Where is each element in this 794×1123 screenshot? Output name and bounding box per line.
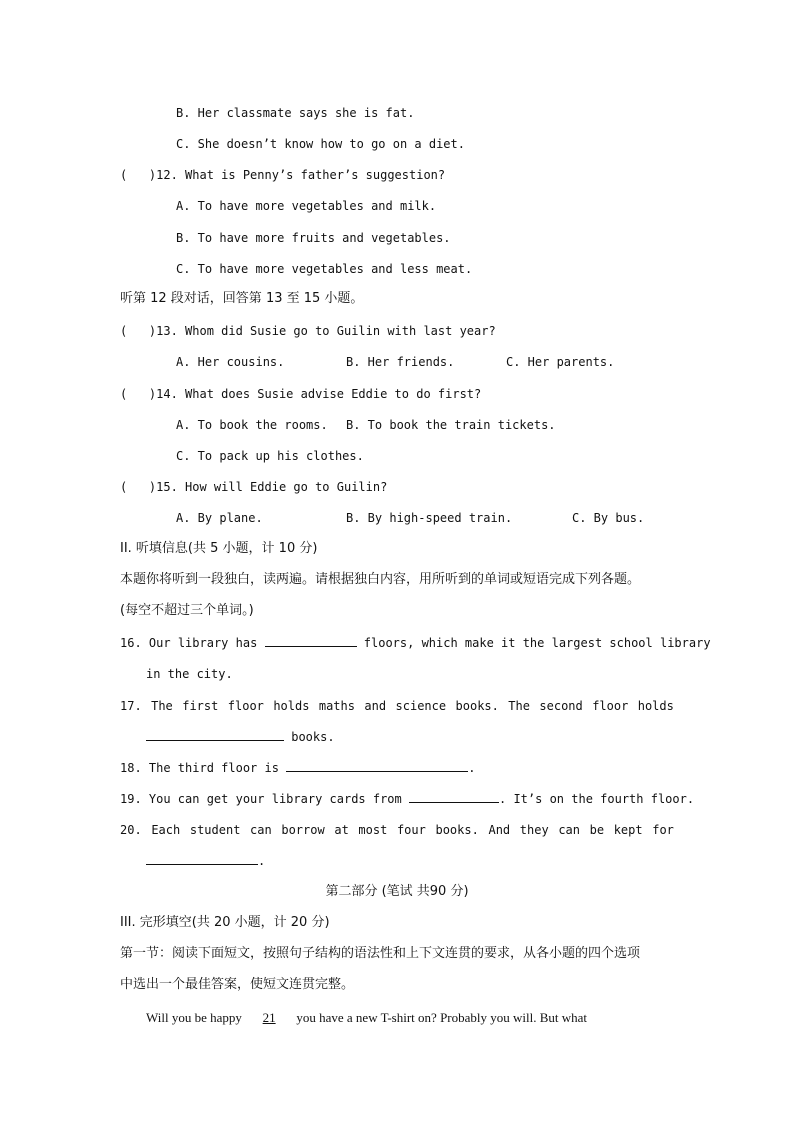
question-16-pre: Our library has xyxy=(148,636,258,650)
q12-option-b: B. To have more fruits and vegetables. xyxy=(176,231,451,245)
question-12 xyxy=(120,167,445,183)
q17-word: science xyxy=(395,699,447,713)
question-15 xyxy=(120,479,387,495)
q20-word: at xyxy=(334,823,349,837)
q17-word: floor xyxy=(227,699,264,713)
q17-word: holds xyxy=(637,699,674,713)
question-14-stem: What does Susie advise Eddie to do first? xyxy=(185,387,482,401)
q17-word: and xyxy=(364,699,387,713)
question-15-bracket: ( )15. xyxy=(120,480,178,494)
question-13-bracket: ( )13. xyxy=(120,324,178,338)
q20-word: can xyxy=(250,823,272,837)
q15-option-a: A. By plane. xyxy=(176,511,263,525)
q17-word: books. xyxy=(455,699,499,713)
question-18-text: 18. The third floor is xyxy=(120,761,279,775)
part-2-instruction: 本题你将听到一段独白，读两遍。请根据独白内容，用所听到的单词或短语完成下列各题。 xyxy=(120,572,641,587)
question-19-post: . It’s on the fourth floor. xyxy=(499,792,695,806)
question-13-stem: Whom did Susie go to Guilin with last year? xyxy=(185,324,496,338)
question-12-bracket: ( )12. xyxy=(120,168,178,182)
q17-word: maths xyxy=(318,699,355,713)
question-16 xyxy=(120,635,711,651)
passage-post: you have a new T-shirt on? Probably you will. But what xyxy=(296,1010,588,1025)
q13-option-c: C. Her parents. xyxy=(506,355,615,369)
written-part-heading: 第二部分 (笔试 共90 分) xyxy=(325,884,469,899)
question-19-pre: 19. You can get your library cards from xyxy=(120,792,402,806)
question-13 xyxy=(120,323,496,339)
q20-word: four xyxy=(396,823,426,837)
q20-word: kept xyxy=(613,823,643,837)
q11-option-b: B. Her classmate says she is fat. xyxy=(176,106,415,120)
q20-word: And xyxy=(488,823,511,837)
question-14 xyxy=(120,386,481,402)
question-16-continued: in the city. xyxy=(146,667,233,681)
question-16-post: floors, which make it the largest school library xyxy=(363,636,711,650)
passage-pre: Will you be happy xyxy=(146,1010,242,1025)
question-17 xyxy=(120,698,674,714)
q11-option-c: C. She doesn’t know how to go on a diet. xyxy=(176,137,465,151)
q12-option-a: A. To have more vegetables and milk. xyxy=(176,199,437,213)
q15-option-c: C. By bus. xyxy=(572,511,645,525)
question-18-post: . xyxy=(468,761,476,775)
q20-word: they xyxy=(519,823,549,837)
answer-blank-16[interactable] xyxy=(265,635,357,647)
question-18 xyxy=(120,760,475,776)
q17-word: The xyxy=(508,699,530,713)
dialogue-12-instruction: 听第 12 段对话，回答第 13 至 15 小题。 xyxy=(120,291,364,306)
passage-blank-21[interactable]: 21 xyxy=(262,1010,276,1025)
part-2-instruction-note: (每空不超过三个单词。) xyxy=(120,603,254,618)
q20-word: books. xyxy=(435,823,479,837)
q17-word: holds xyxy=(273,699,310,713)
q17-word: first xyxy=(182,699,219,713)
question-20 xyxy=(120,822,674,838)
part-3-instruction-cont: 中选出一个最佳答案，使短文连贯完整。 xyxy=(120,977,355,992)
answer-blank-20[interactable] xyxy=(146,853,258,865)
q20-word: most xyxy=(358,823,388,837)
part-2-heading: II. 听填信息(共 5 小题，计 10 分) xyxy=(120,541,318,556)
question-14-bracket: ( )14. xyxy=(120,387,178,401)
q20-word: Each xyxy=(151,823,181,837)
q20-word: be xyxy=(589,823,605,837)
q17-word: The xyxy=(151,699,173,713)
q14-option-a: A. To book the rooms. xyxy=(176,418,328,432)
q17-word: second xyxy=(539,699,583,713)
question-12-stem: What is Penny’s father’s suggestion? xyxy=(185,168,446,182)
q15-option-b: B. By high-speed train. xyxy=(346,511,513,525)
q20-word: can xyxy=(558,823,580,837)
answer-blank-19[interactable] xyxy=(409,791,499,803)
q14-option-b: B. To book the train tickets. xyxy=(346,418,556,432)
question-17-continued xyxy=(146,729,335,745)
passage-line xyxy=(146,1010,587,1026)
q14-option-c: C. To pack up his clothes. xyxy=(176,449,364,463)
question-16-number: 16. xyxy=(120,636,142,650)
part-3-heading: III. 完形填空(共 20 小题，计 20 分) xyxy=(120,915,330,930)
q17-word: floor xyxy=(592,699,629,713)
part-3-instruction: 第一节：阅读下面短文，按照句子结构的语法性和上下文连贯的要求，从各小题的四个选项 xyxy=(120,946,641,961)
q20-word: borrow xyxy=(281,823,325,837)
question-20-continued xyxy=(146,853,265,869)
question-19 xyxy=(120,791,694,807)
question-20-post: . xyxy=(258,854,266,868)
answer-blank-18[interactable] xyxy=(286,760,468,772)
q13-option-a: A. Her cousins. xyxy=(176,355,285,369)
question-17-post: books. xyxy=(291,730,335,744)
q12-option-c: C. To have more vegetables and less meat. xyxy=(176,262,473,276)
q13-option-b: B. Her friends. xyxy=(346,355,455,369)
question-15-stem: How will Eddie go to Guilin? xyxy=(185,480,388,494)
q17-word: 17. xyxy=(120,699,142,713)
answer-blank-17[interactable] xyxy=(146,729,284,741)
q20-word: student xyxy=(189,823,241,837)
q20-word: for xyxy=(652,823,674,837)
q20-word: 20. xyxy=(120,823,142,837)
